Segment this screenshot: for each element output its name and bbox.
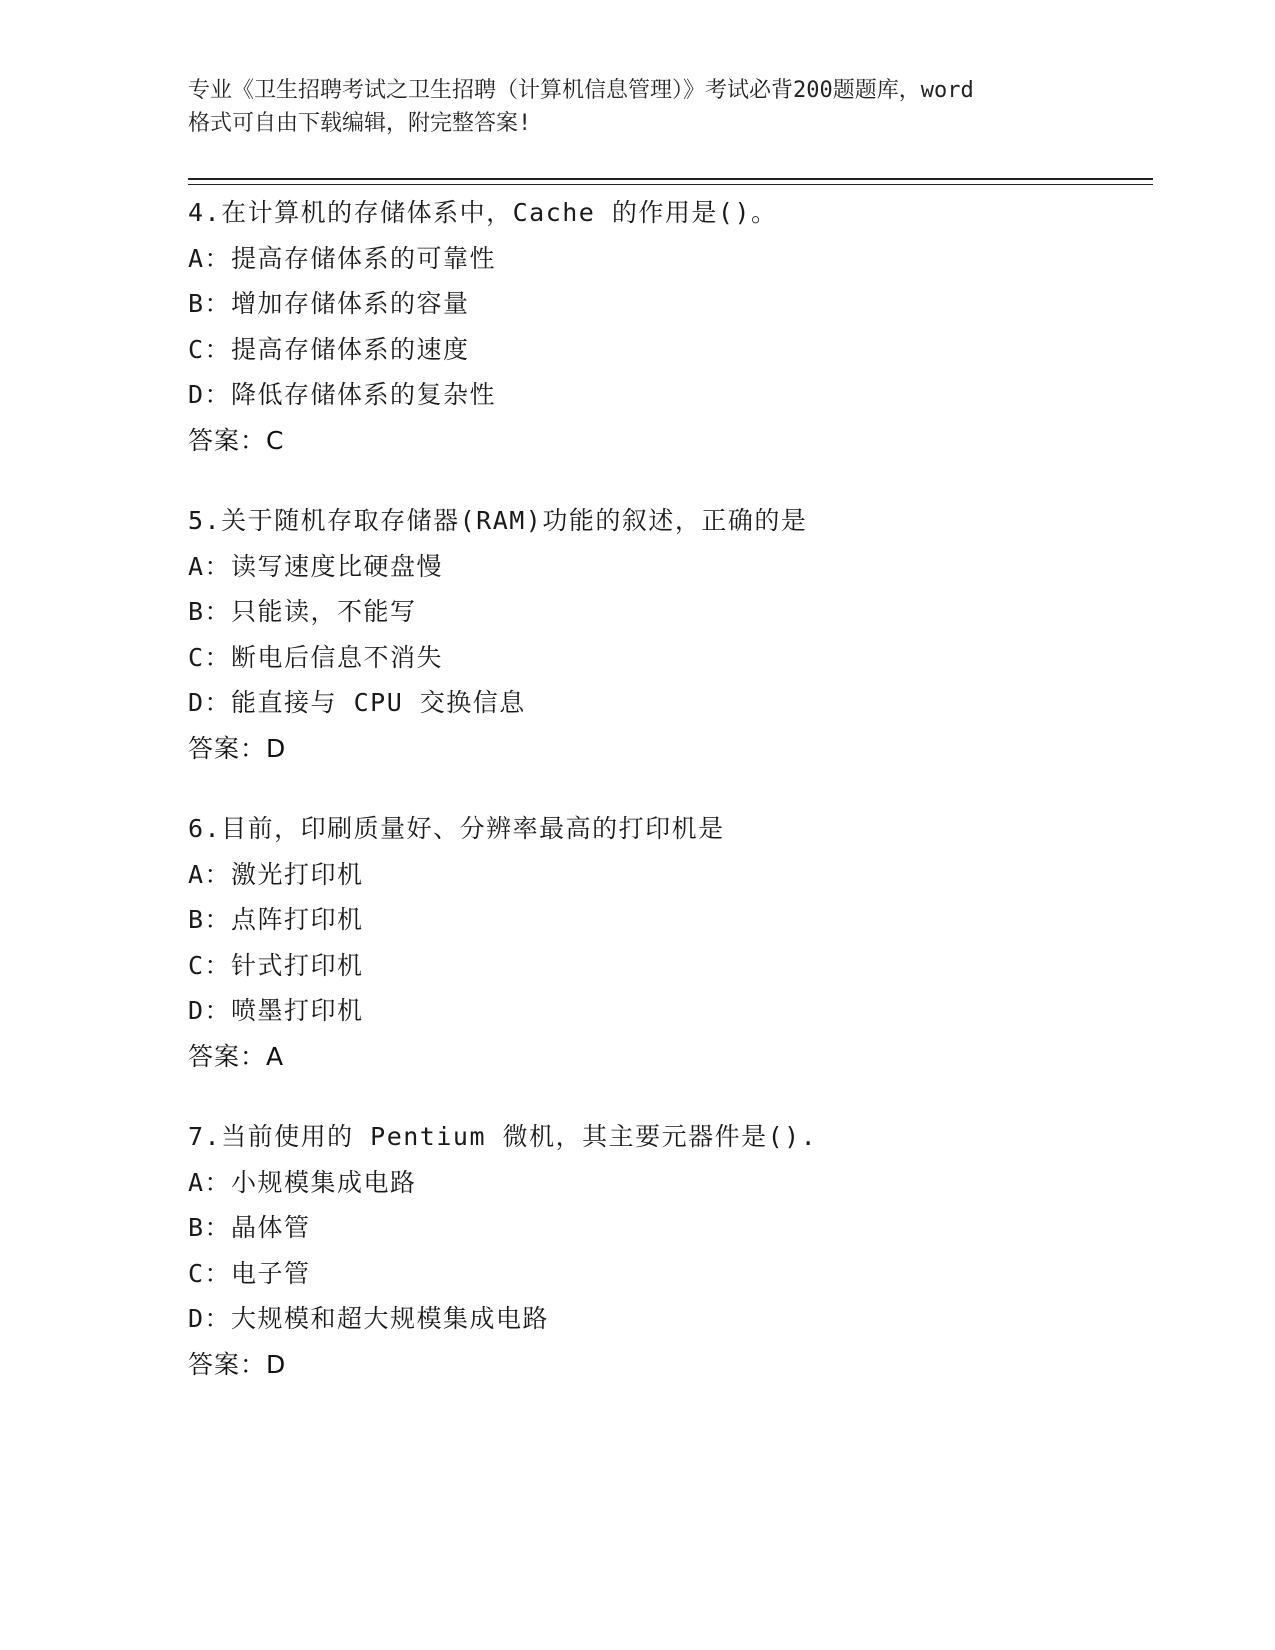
option-a: A：读写速度比硬盘慢 [188, 551, 444, 581]
option-c: C：针式打印机 [188, 950, 364, 980]
answer-line: 答案：D [188, 1349, 287, 1379]
option-c: C：提高存储体系的速度 [188, 334, 470, 364]
option-b: B：晶体管 [188, 1213, 311, 1242]
question-block [188, 1114, 1148, 1387]
option-b: B：增加存储体系的容量 [188, 289, 470, 318]
answer-line: 答案：C [188, 425, 285, 455]
option-d: D：喷墨打印机 [188, 996, 364, 1025]
option-a: A：提高存储体系的可靠性 [188, 243, 497, 273]
answer-line: 答案：D [188, 733, 287, 763]
question-title: 5.关于随机存取存储器(RAM)功能的叙述，正确的是 [188, 506, 808, 535]
option-c: C：电子管 [188, 1258, 311, 1288]
question-block [188, 806, 1148, 1079]
option-b: B：只能读，不能写 [188, 597, 417, 626]
question-title: 7.当前使用的 Pentium 微机，其主要元器件是(). [188, 1122, 818, 1151]
header-divider-thin [188, 184, 1153, 185]
question-title: 6.目前，印刷质量好、分辨率最高的打印机是 [188, 814, 725, 843]
header-divider-thick [188, 178, 1153, 180]
document-header [188, 74, 1088, 140]
header-line-2: 格式可自由下载编辑，附完整答案! [188, 111, 532, 136]
question-title: 4.在计算机的存储体系中，Cache 的作用是()。 [188, 198, 778, 227]
option-a: A：激光打印机 [188, 859, 364, 889]
question-list [188, 190, 1148, 1422]
question-block [188, 190, 1148, 463]
option-d: D：能直接与 CPU 交换信息 [188, 688, 526, 717]
option-c: C：断电后信息不消失 [188, 642, 444, 672]
header-line-1: 专业《卫生招聘考试之卫生招聘（计算机信息管理）》考试必背200题题库，word [188, 78, 974, 103]
option-b: B：点阵打印机 [188, 905, 364, 934]
answer-line: 答案：A [188, 1041, 285, 1071]
option-a: A：小规模集成电路 [188, 1167, 417, 1197]
option-d: D：大规模和超大规模集成电路 [188, 1304, 550, 1333]
option-d: D：降低存储体系的复杂性 [188, 380, 497, 409]
question-block [188, 498, 1148, 771]
